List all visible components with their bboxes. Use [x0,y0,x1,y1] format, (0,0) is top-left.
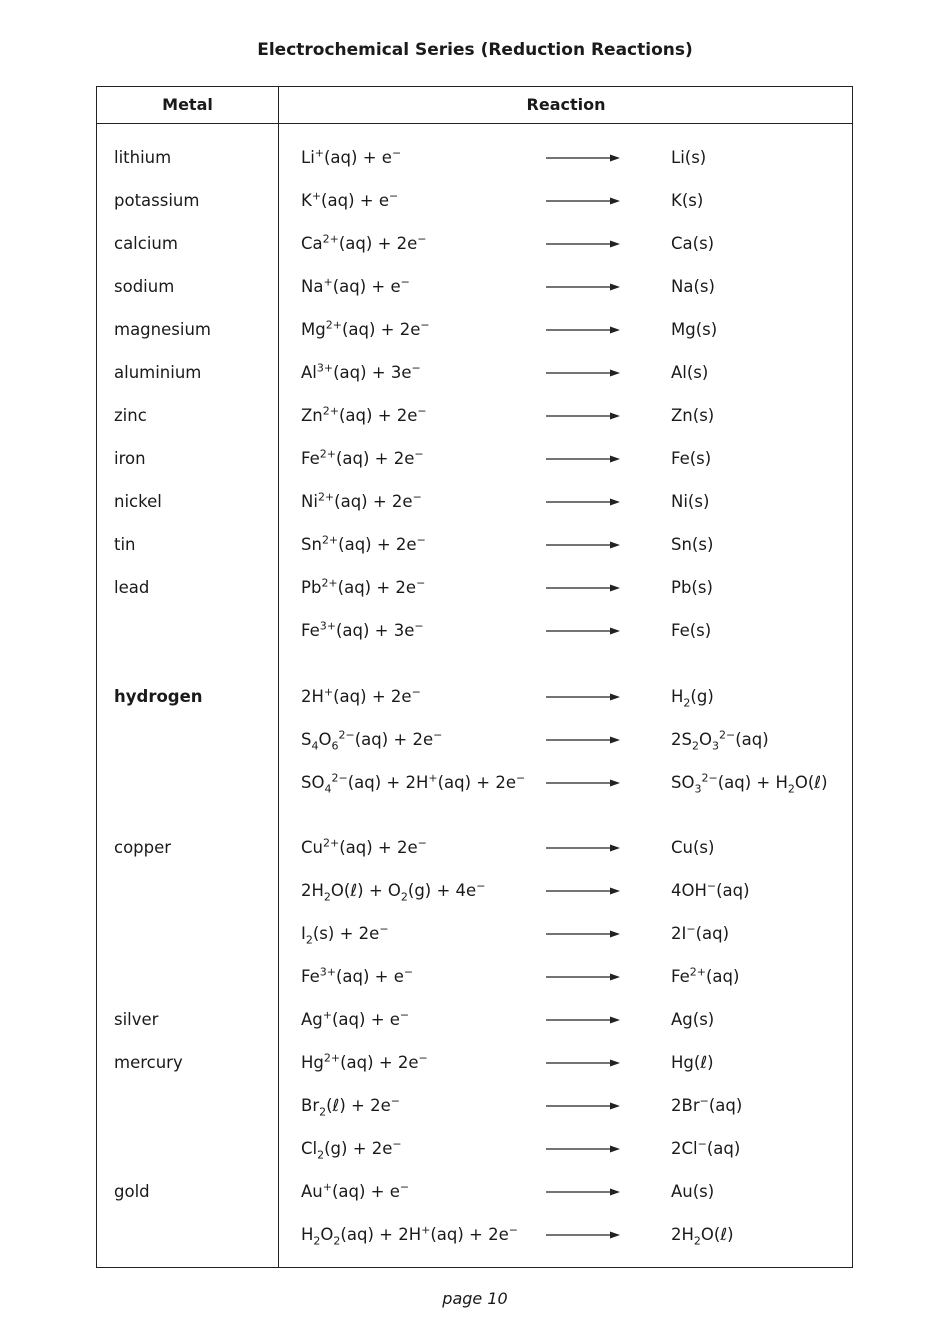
reactants: Na+(aq) + e− [301,275,410,296]
table-row [97,836,852,860]
table-row [97,1094,852,1118]
reactants: $Br_2(\ell) + 2e^-$ [301,1094,400,1119]
reaction-arrow-icon [546,884,620,898]
reactants: $Cl_2(g) + 2e^-$ [301,1137,402,1162]
products: Sn(s) [671,535,714,554]
reactants: $Fe^{3+}(aq) + 3e^-$ [301,619,424,640]
table-row [97,275,852,299]
table-row [97,404,852,428]
table-row [97,879,852,903]
table-row [97,771,852,795]
products: 2Cl−(aq) [671,1137,741,1158]
reaction-arrow-icon [546,495,620,509]
metal-name: hydrogen [114,687,203,706]
products: 2Br−(aq) [671,1094,743,1115]
table-row [97,576,852,600]
reactants: $S_4O_6^{2-}(aq) + 2e^-$ [301,728,443,753]
products: Al(s) [671,363,709,382]
reactants: $SO_4^{2-}(aq) + 2H^+(aq) + 2e^-$ [301,771,526,796]
metal-name: gold [114,1182,150,1201]
reactants: Li+(aq) + e− [301,146,402,167]
table-row [97,189,852,213]
metal-name: tin [114,535,136,554]
reactants: $Ca^{2+}(aq) + 2e^-$ [301,232,427,253]
reactants: $Hg^{2+}(aq) + 2e^-$ [301,1051,428,1072]
metal-name: lead [114,578,150,597]
table-row [97,232,852,256]
products: 4OH−(aq) [671,879,750,900]
table-row [97,490,852,514]
reaction-arrow-icon [546,1142,620,1156]
reactants: $Pb^{2+}(aq) + 2e^-$ [301,576,426,597]
products: Mg(s) [671,320,718,339]
metal-name: magnesium [114,320,211,339]
products: Hg(ℓ) [671,1053,714,1072]
reactants: Ag+(aq) + e− [301,1008,410,1029]
metal-name: calcium [114,234,178,253]
products: Fe(s) [671,621,712,640]
reaction-arrow-icon [546,1099,620,1113]
products: Ni(s) [671,492,710,511]
reaction-arrow-icon [546,323,620,337]
table-row [97,728,852,752]
table-row [97,1180,852,1204]
table-row [97,1051,852,1075]
products: $2H_2O(\ell)$ [671,1225,734,1248]
table-row [97,318,852,342]
page-number: page 10 [442,1289,508,1308]
header-divider [97,123,852,124]
table-row [97,447,852,471]
reactants: $Fe^{3+}(aq) + e^-$ [301,965,414,986]
reaction-arrow-icon [546,538,620,552]
reactants: $2H_2O(\ell) + O_2(g) + 4e^-$ [301,879,486,904]
table-row [97,619,852,643]
table-row [97,1223,852,1247]
table-row [97,146,852,170]
reaction-arrow-icon [546,927,620,941]
reaction-arrow-icon [546,151,620,165]
electrochemical-series-table [96,86,853,1268]
table-row [97,965,852,989]
metal-name: iron [114,449,146,468]
metal-name: nickel [114,492,162,511]
reaction-arrow-icon [546,581,620,595]
products: $H_2(g)$ [671,687,714,710]
products: Li(s) [671,148,707,167]
reaction-arrow-icon [546,194,620,208]
metal-name: sodium [114,277,175,296]
table-row [97,685,852,709]
reactants: $Fe^{2+}(aq) + 2e^-$ [301,447,424,468]
reactants: $Zn^{2+}(aq) + 2e^-$ [301,404,427,425]
reaction-arrow-icon [546,776,620,790]
reactants: $Al^{3+}(aq) + 3e^-$ [301,361,421,382]
products: Au(s) [671,1182,715,1201]
metal-name: lithium [114,148,172,167]
metal-name: potassium [114,191,200,210]
table-row [97,533,852,557]
products: $2S_2O_3^{2-}(aq)$ [671,728,769,753]
reactants: $I_2(s) + 2e^-$ [301,922,389,947]
reaction-arrow-icon [546,690,620,704]
reaction-arrow-icon [546,1013,620,1027]
reactants: Au+(aq) + e− [301,1180,410,1201]
metal-name: copper [114,838,172,857]
reactants: K+(aq) + e− [301,189,399,210]
reactants: $H_2O_2(aq) + 2H^+(aq) + 2e^-$ [301,1223,518,1248]
products: Na(s) [671,277,715,296]
table-row [97,1008,852,1032]
reaction-arrow-icon [546,733,620,747]
reaction-arrow-icon [546,237,620,251]
reactants: $Cu^{2+}(aq) + 2e^-$ [301,836,427,857]
reaction-column-header: Reaction [526,95,606,114]
products: Zn(s) [671,406,715,425]
products: Fe(s) [671,449,712,468]
reactants: $Ni^{2+}(aq) + 2e^-$ [301,490,422,511]
page-title: Electrochemical Series (Reduction Reactions) [257,40,693,60]
table-row [97,1137,852,1161]
reaction-arrow-icon [546,1185,620,1199]
products: Ag(s) [671,1010,715,1029]
products: K(s) [671,191,704,210]
metal-name: mercury [114,1053,183,1072]
table-row [97,922,852,946]
products: Ca(s) [671,234,715,253]
products: Cu(s) [671,838,715,857]
reaction-arrow-icon [546,409,620,423]
reaction-arrow-icon [546,970,620,984]
reaction-arrow-icon [546,841,620,855]
table-row [97,361,852,385]
reaction-arrow-icon [546,1228,620,1242]
products: $SO_3^{2-}(aq)$ + $H_2O(\ell)$ [671,771,828,796]
metal-name: aluminium [114,363,202,382]
metal-name: silver [114,1010,159,1029]
reaction-arrow-icon [546,452,620,466]
products: 2I−(aq) [671,922,730,943]
reactants: $Sn^{2+}(aq) + 2e^-$ [301,533,426,554]
reaction-arrow-icon [546,1056,620,1070]
reaction-arrow-icon [546,624,620,638]
metal-column-header: Metal [162,95,213,114]
metal-name: zinc [114,406,147,425]
reactants: 2H+(aq) + 2e− [301,685,421,706]
products: $Fe^{2+}(aq)$ [671,965,740,986]
reaction-arrow-icon [546,366,620,380]
column-divider [278,87,279,1267]
products: Pb(s) [671,578,713,597]
reactants: $Mg^{2+}(aq) + 2e^-$ [301,318,430,339]
reaction-arrow-icon [546,280,620,294]
